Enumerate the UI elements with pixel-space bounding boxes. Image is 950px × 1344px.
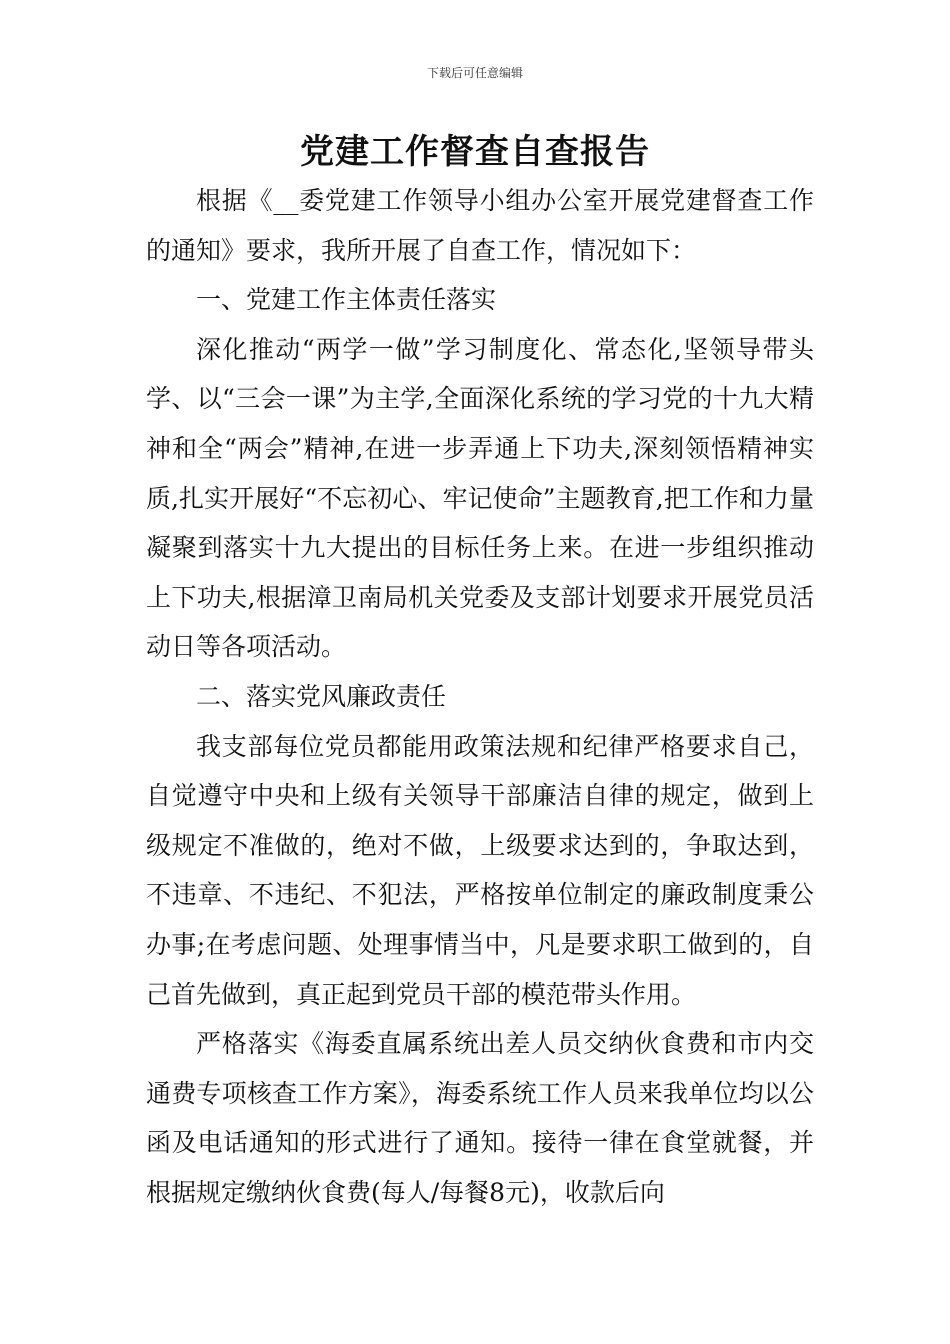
paragraph-intro: 根据《__委党建工作领导小组办公室开展党建督查工作的通知》要求，我所开展了自查工作，情况如下：	[146, 186, 814, 265]
header-note: 下载后可任意编辑	[426, 66, 523, 80]
paragraph-section-2b: 严格落实《海委直属系统出差人员交纳伙食费和市内交通费专项核查工作方案》，海委系统工作人员来我单位均以公函及电话通知的形式进行了通知。接待一律在食堂就餐，并根据规定缴纳伙食费(每人/每餐8元)，收款后向	[146, 1029, 814, 1207]
section-heading-1: 一、党建工作主体责任落实	[196, 285, 497, 315]
paragraph-section-2a: 我支部每位党员都能用政策法规和纪律严格要求自己，自觉遵守中央和上级有关领导干部廉洁自律的规定，做到上级规定不准做的，绝对不做，上级要求达到的，争取达到，不违章、不违纪、不犯法，严格按单位制定的廉政制度秉公办事;在考虑问题、处理事情当中，凡是要求职工做到的，自己首先做到，真正起到党员干部的模范带头作用。	[146, 731, 814, 1009]
document-body	[146, 176, 814, 1217]
document-title: 党建工作督查自查报告	[300, 132, 650, 172]
section-heading-2: 二、落实党风廉政责任	[196, 681, 447, 711]
paragraph-section-1: 深化推动“两学一做”学习制度化、常态化,坚领导带头学、以“三会一课”为主学,全面深化系统的学习党的十九大精神和全“两会”精神,在进一步弄通上下功夫,深刻领悟精神实质,扎实开展好“不忘初心、牢记使命”主题教育,把工作和力量凝聚到落实十九大提出的目标任务上来。在进一步组织推动上下功夫,根据漳卫南局机关党委及支部计划要求开展党员活动日等各项活动。	[146, 334, 814, 662]
